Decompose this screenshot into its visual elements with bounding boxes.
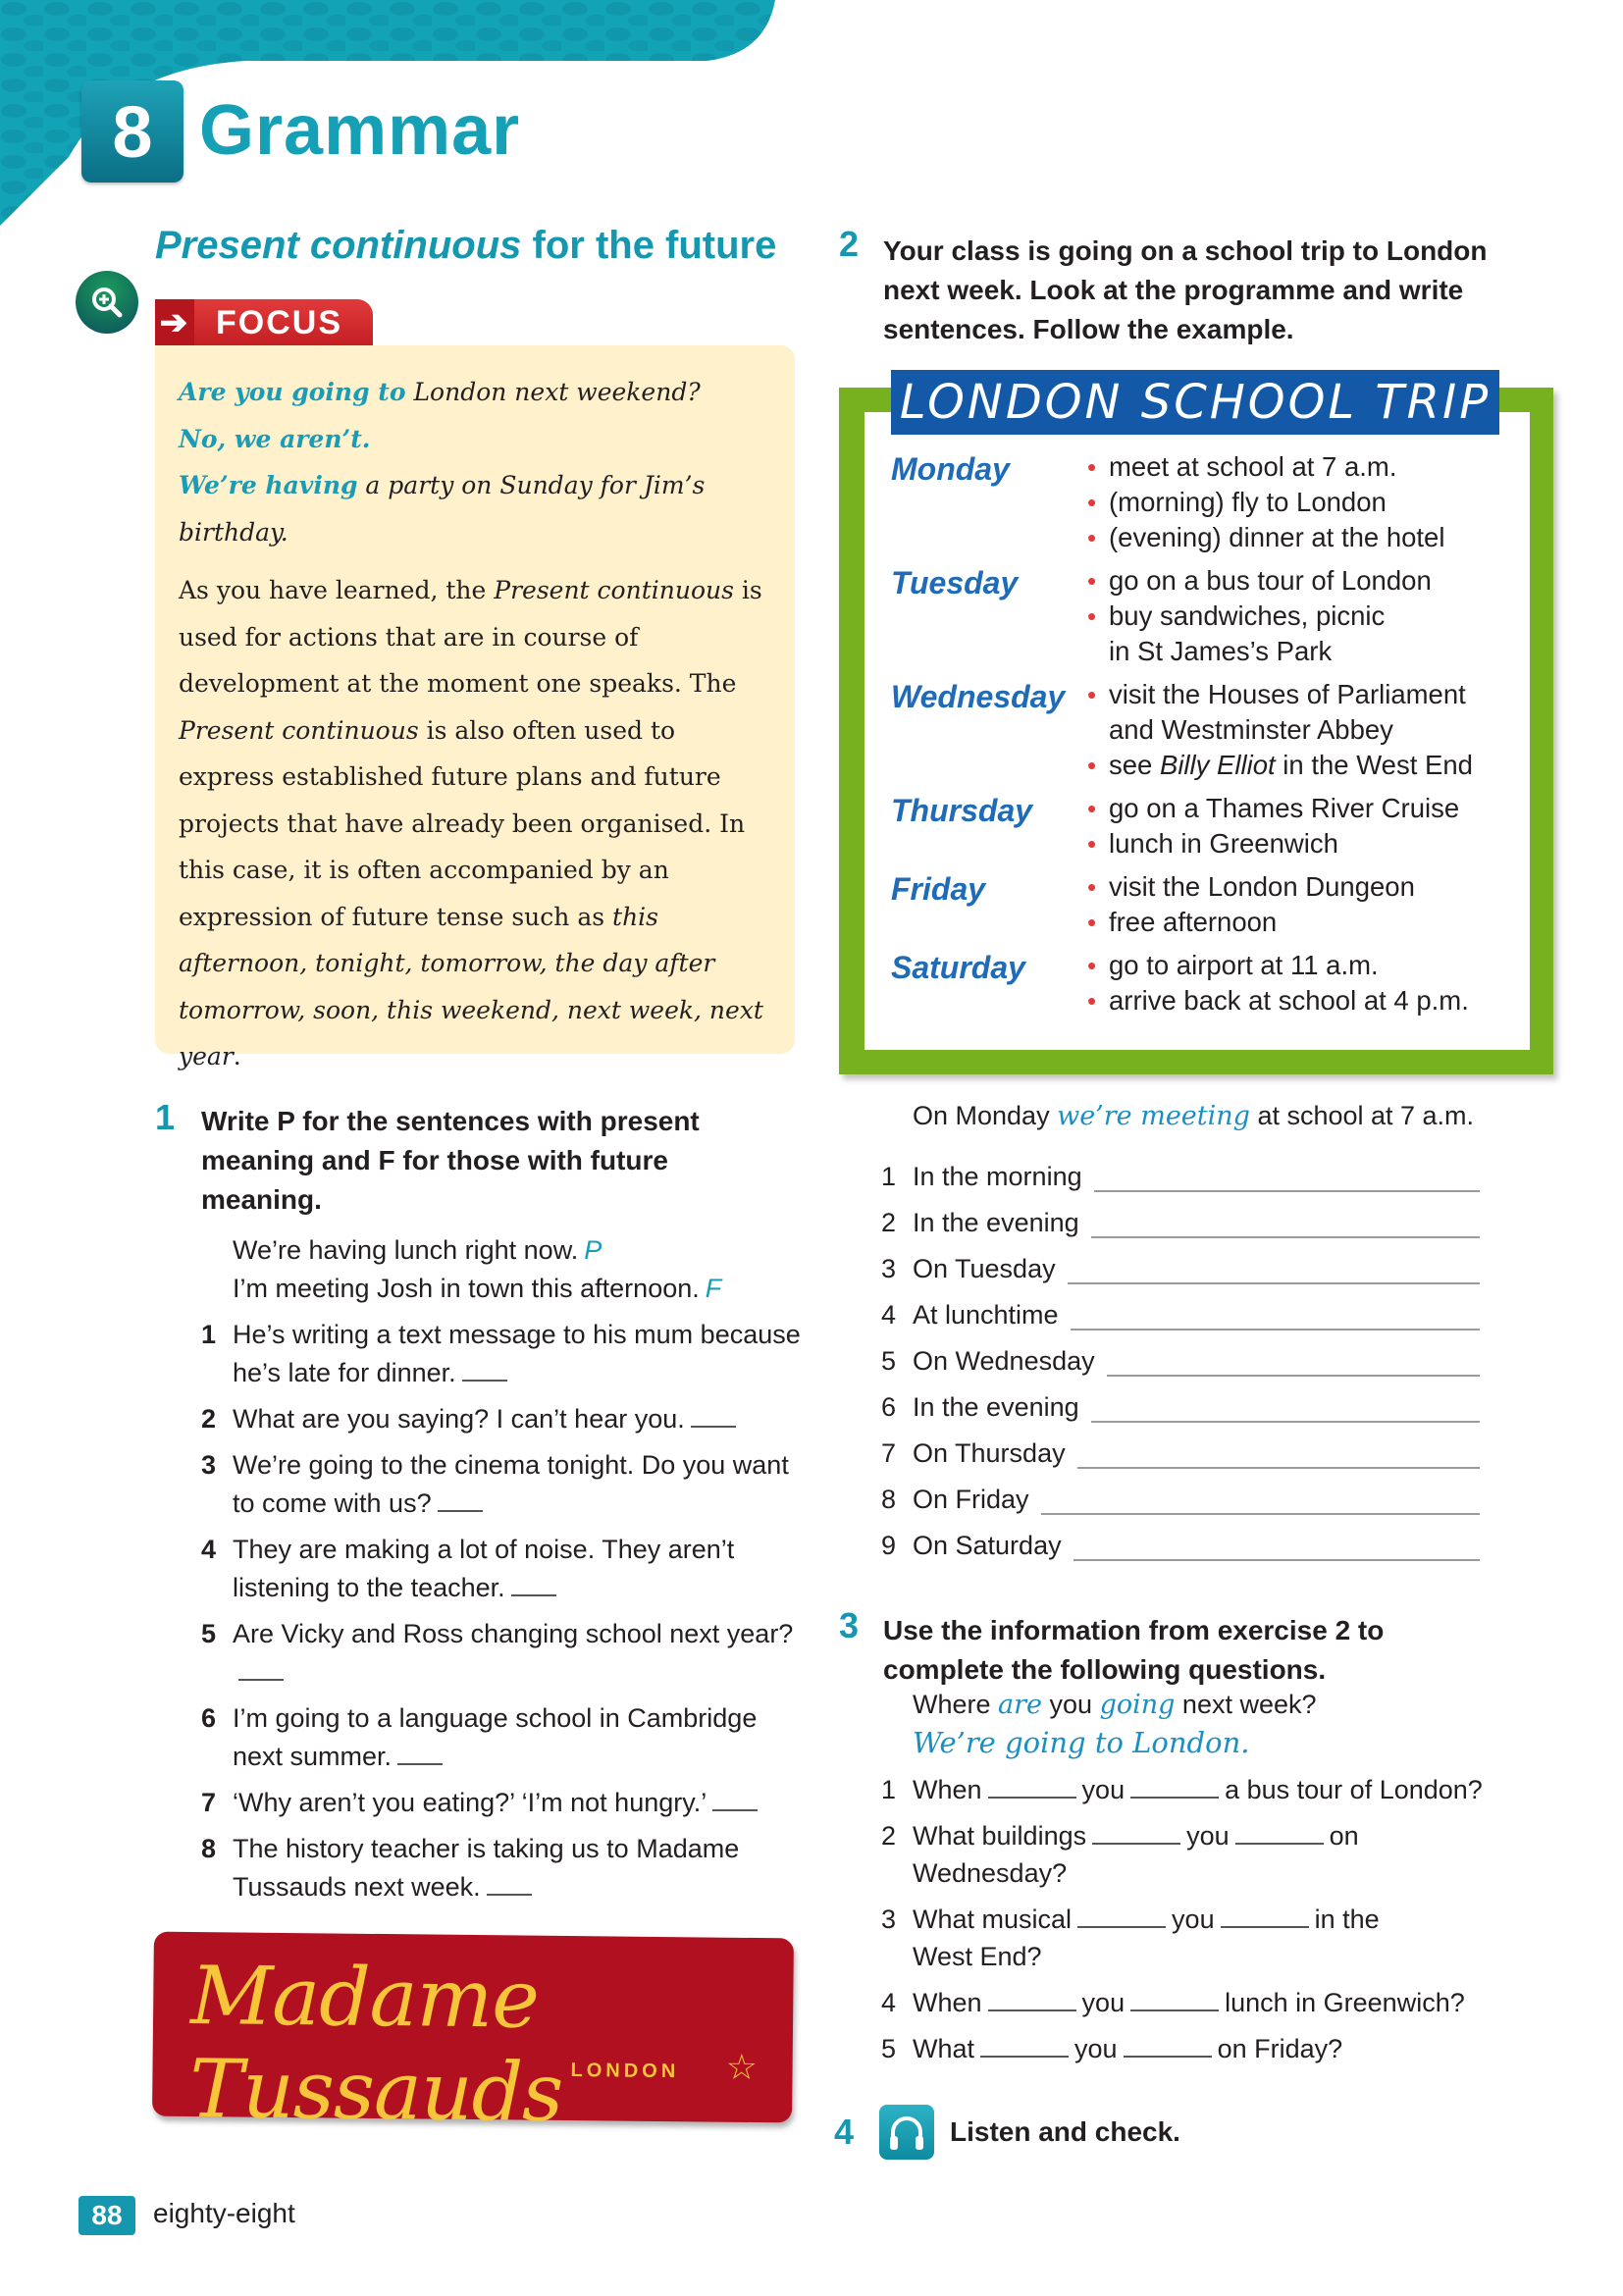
item-sentence	[233, 1699, 810, 1776]
example-text: next week?	[1175, 1690, 1317, 1719]
item-number: 7	[201, 1788, 217, 1817]
item-sentence	[233, 1400, 742, 1438]
item-question	[913, 1817, 1431, 1892]
bullet-icon: •	[1087, 488, 1097, 517]
schedule-item	[1085, 599, 1409, 669]
exercise-4-instruction: Listen and check.	[950, 2116, 1180, 2147]
item-text: The history teacher is taking us to Madame Tussauds next week.	[233, 1834, 740, 1902]
item-number: 5	[881, 2034, 897, 2063]
item-text: What buildings	[913, 1821, 1087, 1851]
schedule-row	[891, 791, 1499, 861]
logo-city: LONDON	[570, 2060, 680, 2083]
item-number: 2	[881, 1821, 897, 1851]
example-text: Where	[913, 1690, 999, 1719]
item-number: 3	[201, 1450, 217, 1480]
item-text: on Wednesday?	[913, 1821, 1359, 1888]
schedule-row	[891, 449, 1499, 555]
item-text: ‘Why aren’t you eating?’ ‘I’m not hungry.’	[233, 1788, 707, 1817]
item-text: What	[913, 2034, 975, 2063]
item-prompt: On Thursday	[913, 1438, 1066, 1468]
item-number: 1	[881, 1775, 897, 1804]
logo-script: Madame Tussauds	[188, 1949, 563, 2140]
schedule-item-text: (evening) dinner at the hotel	[1109, 522, 1445, 552]
focus-example	[179, 462, 771, 555]
madame-tussauds-logo	[152, 1932, 794, 2140]
answer-blank[interactable]	[462, 1360, 507, 1382]
item-prompt: On Saturday	[913, 1531, 1062, 1560]
exercise-1-number: 1	[155, 1097, 176, 1137]
item-text: on Friday?	[1217, 2034, 1343, 2063]
page-number-words: eighty-eight	[153, 2198, 295, 2228]
schedule-item	[1085, 791, 1459, 826]
bullet-icon: •	[1087, 452, 1097, 482]
unit-number-badge	[81, 80, 183, 183]
item-text: in the West End?	[913, 1905, 1380, 1971]
exercise-1-item	[201, 1615, 810, 1692]
item-number: 8	[201, 1834, 217, 1863]
example-answer: we’re meeting	[1057, 1101, 1250, 1131]
exercise-3-list	[881, 1771, 1519, 2076]
focus-example-text: a party on Sunday for Jim’s birthday.	[179, 471, 706, 547]
exercise-2-item	[881, 1146, 1480, 1192]
item-prompt: At lunchtime	[913, 1300, 1059, 1330]
exercise-2-list	[881, 1146, 1480, 1561]
schedule-day: Saturday	[891, 950, 1025, 985]
item-text: What are you saying? I can’t hear you.	[233, 1404, 685, 1434]
exercise-4-number: 4	[834, 2112, 855, 2152]
unit-title: Grammar	[199, 91, 521, 170]
item-prompt: In the evening	[913, 1392, 1079, 1422]
answer-blank[interactable]	[1235, 1819, 1324, 1845]
explanation-expressions: this afternoon, tonight, tomorrow, the day after tomorrow, soon, this weekend, next week, next year	[179, 902, 763, 1070]
exercise-1-item	[201, 1446, 810, 1523]
exercise-3-instruction: Use the information from exercise 2 to complete the following questions.	[883, 1615, 1385, 1685]
bullet-icon: •	[1087, 751, 1097, 780]
exercise-1-item	[201, 1830, 810, 1906]
example-answer: P	[584, 1235, 602, 1265]
exercise-3-item	[881, 1901, 1431, 1975]
explanation-term: Present continuous	[494, 576, 734, 604]
unit-number: 8	[112, 90, 153, 173]
item-number: 4	[881, 1300, 897, 1330]
item-sentence	[233, 1531, 810, 1607]
schedule-item-text: lunch in Greenwich	[1109, 828, 1338, 859]
item-prompt: In the evening	[913, 1208, 1079, 1237]
schedule-item	[1085, 948, 1469, 983]
item-number: 8	[881, 1485, 897, 1514]
bullet-icon: •	[1087, 908, 1097, 937]
schedule-item-text: go on a Thames River Cruise	[1109, 793, 1460, 823]
answer-line[interactable]	[1077, 1439, 1480, 1469]
trip-schedule	[891, 449, 1499, 1026]
schedule-item	[1085, 826, 1459, 861]
schedule-row	[891, 563, 1499, 669]
exercise-3-item	[881, 1817, 1431, 1892]
item-number: 3	[881, 1905, 897, 1934]
answer-blank[interactable]	[1130, 1773, 1219, 1799]
answer-blank[interactable]	[712, 1790, 758, 1811]
item-text: you	[1081, 1988, 1126, 2017]
exercise-1-list	[201, 1231, 810, 1906]
schedule-row	[891, 948, 1499, 1018]
item-text: He’s writing a text message to his mum because he’s late for dinner.	[233, 1320, 801, 1387]
zoom-in-icon[interactable]	[76, 271, 138, 334]
schedule-items	[1085, 791, 1459, 861]
item-number: 4	[881, 1988, 897, 2017]
focus-example-highlight: No, we aren’t.	[179, 424, 371, 453]
schedule-item	[1085, 520, 1444, 555]
item-number: 5	[201, 1619, 217, 1648]
exercise-2-item	[881, 1469, 1480, 1515]
page-number: 88	[79, 2196, 135, 2235]
exercise-2-number: 2	[839, 224, 860, 264]
schedule-items	[1085, 948, 1469, 1018]
schedule-item-text: meet at school at 7 a.m.	[1109, 451, 1397, 482]
item-number: 6	[881, 1392, 897, 1422]
exercise-2-item	[881, 1423, 1480, 1469]
exercise-4	[834, 2105, 1180, 2160]
item-number: 9	[881, 1531, 897, 1560]
item-question	[913, 1901, 1431, 1975]
answer-line[interactable]	[1107, 1347, 1480, 1377]
item-number: 2	[201, 1404, 217, 1434]
schedule-item	[1085, 748, 1478, 783]
headphones-icon[interactable]	[879, 2105, 934, 2160]
item-text: When	[913, 1988, 982, 2017]
explanation-text: is used for actions that are in course of development at the moment one speaks. The	[179, 576, 762, 698]
schedule-row	[891, 677, 1499, 783]
star-icon: ☆	[725, 2047, 759, 2089]
schedule-item-text: see	[1109, 750, 1160, 780]
exercise-1-example	[201, 1270, 810, 1308]
focus-explanation	[179, 567, 771, 1080]
exercise-1-item	[201, 1699, 810, 1776]
example-question	[913, 1686, 1317, 1724]
explanation-text: is also often used to express established future plans and future projects that have already been organised. In this case, it is often accompanied by an expression of future tense such as	[179, 715, 746, 931]
exercise-2-example	[913, 1101, 1474, 1131]
exercise-1-item	[201, 1531, 810, 1607]
item-number: 7	[881, 1438, 897, 1468]
answer-blank[interactable]	[1092, 1819, 1180, 1845]
section-title-rest: for the future	[521, 224, 777, 267]
bullet-icon: •	[1087, 601, 1097, 631]
schedule-item	[1085, 983, 1469, 1018]
item-sentence	[233, 1446, 810, 1523]
answer-blank[interactable]	[988, 1986, 1076, 2011]
answer-blank[interactable]	[691, 1406, 736, 1428]
schedule-day: Friday	[891, 871, 986, 907]
answer-blank[interactable]	[397, 1744, 443, 1765]
schedule-day: Monday	[891, 451, 1010, 487]
bullet-icon: •	[1087, 566, 1097, 596]
item-text: you	[1172, 1905, 1215, 1934]
exercise-2-item	[881, 1238, 1480, 1284]
answer-blank[interactable]	[511, 1575, 556, 1596]
schedule-item-text: visit the London Dungeon	[1109, 871, 1415, 902]
item-text: They are making a lot of noise. They aren’t listening to the teacher.	[233, 1535, 735, 1602]
example-answer: going	[1099, 1690, 1176, 1720]
answer-line[interactable]	[1091, 1209, 1480, 1238]
item-sentence	[233, 1784, 763, 1822]
schedule-items	[1085, 449, 1444, 555]
trip-card-title: LONDON SCHOOL TRIP	[891, 370, 1499, 435]
answer-line[interactable]	[1091, 1393, 1480, 1423]
item-sentence	[233, 1615, 810, 1692]
item-prompt: On Friday	[913, 1485, 1029, 1514]
example-text: I’m meeting Josh in town this afternoon.	[233, 1274, 700, 1303]
explanation-text: .	[233, 1042, 241, 1070]
item-text: Are Vicky and Ross changing school next year?	[233, 1619, 794, 1648]
example-text: you	[1042, 1690, 1100, 1719]
explanation-term: Present continuous	[179, 715, 419, 745]
answer-blank[interactable]	[1077, 1903, 1166, 1928]
exercise-1-item	[201, 1784, 810, 1822]
schedule-item-text: free afternoon	[1109, 907, 1278, 937]
bullet-icon: •	[1087, 680, 1097, 709]
schedule-items	[1085, 869, 1415, 940]
item-number: 4	[201, 1535, 217, 1564]
item-number: 5	[881, 1346, 897, 1376]
explanation-text: As you have learned, the	[179, 576, 495, 604]
item-text: I’m going to a language school in Cambridge next summer.	[233, 1703, 758, 1771]
schedule-item	[1085, 449, 1444, 485]
focus-example-highlight: We’re having	[179, 471, 358, 499]
item-prompt: In the morning	[913, 1162, 1082, 1191]
answer-blank[interactable]	[1130, 1986, 1219, 2011]
item-sentence	[233, 1316, 810, 1392]
answer-blank[interactable]	[238, 1659, 284, 1681]
example-text: On Monday	[913, 1101, 1058, 1130]
exercise-3-example	[913, 1686, 1317, 1761]
schedule-items	[1085, 563, 1432, 669]
item-text: lunch in Greenwich?	[1225, 1988, 1465, 2017]
bullet-icon: •	[1087, 523, 1097, 552]
answer-blank[interactable]	[980, 2032, 1069, 2058]
exercise-1-instruction: Write P for the sentences with present meaning and F for those with future meaning.	[201, 1106, 700, 1215]
exercise-2-item	[881, 1284, 1480, 1331]
item-number: 2	[881, 1208, 897, 1237]
schedule-day: Thursday	[891, 793, 1033, 828]
item-number: 1	[201, 1320, 217, 1349]
answer-blank[interactable]	[1221, 1903, 1309, 1928]
schedule-item-text: visit the Houses of Parliament and Westminster Abbey	[1109, 679, 1466, 745]
section-title-italic: Present continuous	[155, 224, 522, 267]
exercise-1-example	[201, 1231, 810, 1270]
schedule-row	[891, 869, 1499, 940]
bullet-icon: •	[1087, 829, 1097, 859]
exercise-2-item	[881, 1377, 1480, 1423]
focus-example-highlight: Are you going to	[179, 378, 406, 406]
answer-line[interactable]	[1094, 1163, 1480, 1192]
item-question	[913, 1984, 1465, 2021]
item-text: We’re going to the cinema tonight. Do you want to come with us?	[233, 1450, 789, 1518]
item-prompt: On Tuesday	[913, 1254, 1056, 1283]
schedule-item	[1085, 869, 1415, 905]
schedule-day: Wednesday	[891, 679, 1066, 714]
item-number: 6	[201, 1703, 217, 1733]
exercise-1-item	[201, 1316, 810, 1392]
schedule-item	[1085, 905, 1415, 940]
focus-example-text: London next weekend?	[405, 378, 701, 406]
item-text: you	[1186, 1821, 1230, 1851]
example-text: at school at 7 a.m.	[1249, 1101, 1475, 1130]
bullet-icon: •	[1087, 951, 1097, 980]
schedule-item	[1085, 485, 1444, 520]
focus-example	[179, 416, 771, 463]
item-text: you	[1074, 2034, 1118, 2063]
answer-blank[interactable]	[1124, 2032, 1212, 2058]
exercise-2-item	[881, 1331, 1480, 1377]
schedule-item-text: go to airport at 11 a.m.	[1109, 950, 1379, 980]
schedule-item-text: (morning) fly to London	[1109, 487, 1387, 517]
answer-line[interactable]	[1073, 1532, 1480, 1561]
exercise-2-item	[881, 1515, 1480, 1561]
answer-blank[interactable]	[988, 1773, 1076, 1799]
schedule-item-text: go on a bus tour of London	[1109, 565, 1432, 596]
exercise-2-item	[881, 1192, 1480, 1238]
exercise-3-number: 3	[839, 1605, 860, 1645]
schedule-item-text: buy sandwiches, picnic in St James’s Park	[1109, 600, 1386, 666]
bullet-icon: •	[1087, 986, 1097, 1016]
bullet-icon: •	[1087, 794, 1097, 823]
focus-box	[155, 345, 795, 1070]
answer-line[interactable]	[1068, 1255, 1480, 1284]
item-text: you	[1081, 1775, 1126, 1804]
schedule-items	[1085, 677, 1478, 783]
exercise-3-item	[881, 2030, 1519, 2067]
bullet-icon: •	[1087, 872, 1097, 902]
item-question	[913, 2030, 1342, 2067]
exercise-1-item	[201, 1400, 810, 1438]
focus-label: FOCUS	[216, 303, 342, 341]
item-text: When	[913, 1775, 982, 1804]
item-text: a bus tour of London?	[1225, 1775, 1483, 1804]
schedule-item	[1085, 677, 1478, 748]
schedule-item	[1085, 563, 1432, 599]
example-response: We’re going to London.	[913, 1726, 1250, 1759]
example-answer: are	[998, 1690, 1043, 1720]
item-question	[913, 1771, 1483, 1808]
section-title	[155, 224, 776, 268]
answer-blank[interactable]	[487, 1874, 532, 1896]
focus-tab	[155, 299, 373, 346]
exercise-2-instruction: Your class is going on a school trip to London next week. Look at the programme and write sentences. Follow the example.	[883, 235, 1488, 344]
focus-example	[179, 369, 771, 416]
example-text: We’re having lunch right now.	[233, 1235, 579, 1265]
arrow-right-icon: ➔	[155, 299, 194, 346]
exercise-3-item	[881, 1771, 1519, 1808]
answer-blank[interactable]	[438, 1490, 483, 1512]
schedule-item-text: arrive back at school at 4 p.m.	[1109, 985, 1469, 1016]
item-prompt: On Wednesday	[913, 1346, 1095, 1376]
exercise-3-item	[881, 1984, 1519, 2021]
example-answer: F	[705, 1274, 722, 1303]
item-number: 1	[881, 1162, 897, 1191]
answer-line[interactable]	[1071, 1301, 1480, 1331]
item-number: 3	[881, 1254, 897, 1283]
item-sentence	[233, 1830, 810, 1906]
item-text: What musical	[913, 1905, 1073, 1934]
schedule-day: Tuesday	[891, 565, 1019, 600]
schedule-item-text: in the West End	[1275, 750, 1473, 780]
answer-line[interactable]	[1041, 1486, 1480, 1515]
musical-title: Billy Elliot	[1159, 750, 1276, 780]
